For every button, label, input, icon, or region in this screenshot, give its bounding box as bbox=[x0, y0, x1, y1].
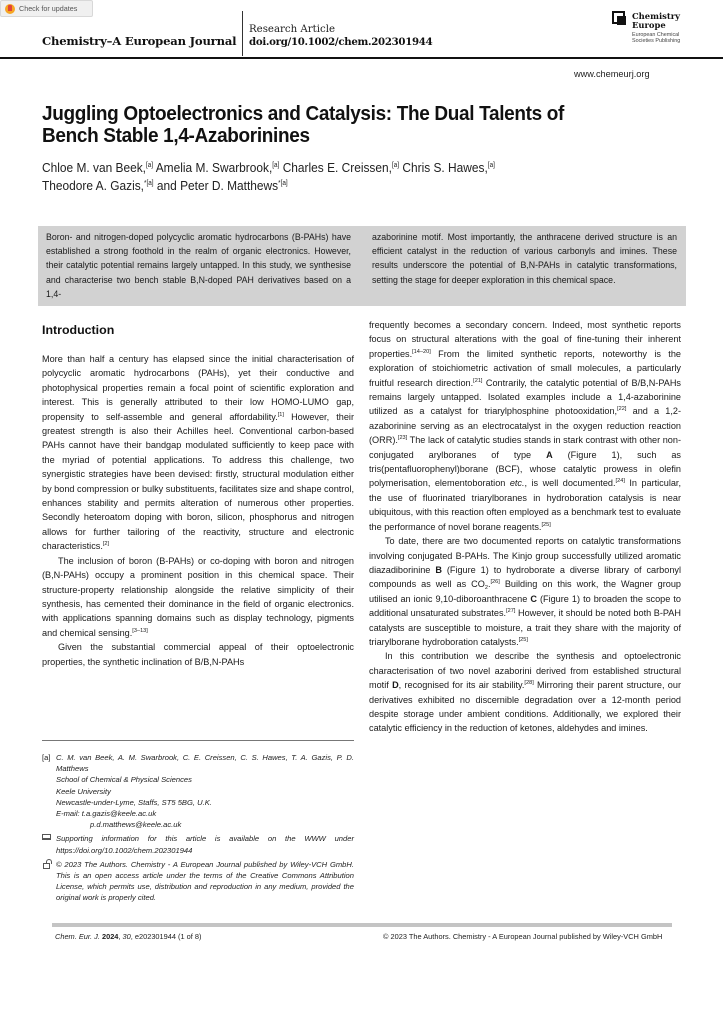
affiliation-authors: C. M. van Beek, A. M. Swarbrook, C. E. Creissen, C. S. Hawes, T. A. Gazis, P. D. Matthews bbox=[56, 753, 354, 774]
citation-link[interactable]: [26] bbox=[490, 579, 500, 586]
section-heading-introduction: Introduction bbox=[42, 323, 115, 337]
check-for-updates-button[interactable] bbox=[0, 0, 93, 17]
citation-link[interactable]: [23] bbox=[397, 435, 408, 442]
author-affiliation: [a] bbox=[391, 162, 400, 169]
paragraph-text: Building on this work, the Wagner group utilised an ionic 9,10-diboroanthracene bbox=[369, 579, 681, 604]
header-divider bbox=[242, 11, 243, 56]
citation-link[interactable]: [1] bbox=[277, 411, 284, 418]
open-access-footnote bbox=[42, 859, 354, 904]
supporting-info-footnote bbox=[42, 833, 354, 855]
supporting-info-link[interactable]: Supporting information for this article is available on the WWW under https://doi.org/10.1002/chem.202301944 bbox=[56, 834, 354, 855]
compound-label: D bbox=[392, 680, 399, 691]
citation-link[interactable]: [22] bbox=[617, 406, 627, 413]
citation-year: 2024 bbox=[101, 932, 119, 941]
article-type: Research Article bbox=[249, 24, 335, 35]
bookmark-icon bbox=[5, 4, 15, 14]
affiliation-footnote bbox=[42, 752, 354, 830]
paragraph bbox=[42, 352, 354, 554]
email-link[interactable]: p.d.matthews@keele.ac.uk bbox=[90, 820, 182, 830]
author-name[interactable]: Chloe M. van Beek, bbox=[42, 160, 146, 175]
author-name[interactable]: Amelia M. Swarbrook, bbox=[155, 160, 273, 175]
abstract-box bbox=[38, 226, 686, 306]
author-name[interactable]: Chris S. Hawes, bbox=[402, 160, 488, 175]
affiliation-university: Keele University bbox=[56, 786, 111, 796]
compound-label: A bbox=[546, 449, 553, 460]
header-rule bbox=[0, 57, 723, 59]
email-link[interactable]: E-mail: t.a.gazis@keele.ac.uk bbox=[56, 809, 157, 819]
abstract-column-1: Boron- and nitrogen-doped polycyclic aromatic hydrocarbons (B-PAHs) have established a strong foothold in the realm of organic electronics. However, their catalytic potential remains largely untapped. In this study, we synthesise and characterise two bench stable B,N-doped PAH derivatives based on a 1,4- bbox=[46, 232, 351, 299]
compound-label: B bbox=[435, 564, 442, 575]
affiliation-label: [a] bbox=[42, 753, 51, 762]
article-title-line2: Bench Stable 1,4-Azaborinines bbox=[42, 125, 310, 147]
publisher-subtitle bbox=[632, 32, 680, 45]
publisher-subtitle-line2: Societies Publishing bbox=[632, 38, 681, 45]
citation-link[interactable]: [24] bbox=[615, 478, 625, 485]
author-name[interactable]: Charles E. Creissen, bbox=[282, 160, 392, 175]
paragraph-text: , is well documented. bbox=[524, 478, 616, 489]
paragraph-text: The inclusion of boron (B-PAHs) or co-doping with boron and nitrogen (B,N-PAHs) occupy a prominent position in this chemical space. Their structure-property relationship alongside the relative simplicity of their synthesis, has cemented their dominance in the field of organic electronics. with applications spanning domains such as display technology, pigments and chemical sensing. bbox=[42, 555, 354, 638]
paragraph-text: (Figure 1) to hydroborate a diverse library of carbonyl compounds as well as CO bbox=[369, 564, 681, 590]
footer-copyright: © 2023 The Authors. Chemistry - A European Journal published by Wiley-VCH GmbH bbox=[383, 932, 663, 941]
author-list bbox=[42, 159, 624, 195]
affiliation-school: School of Chemical & Physical Sciences bbox=[56, 775, 192, 785]
citation-link[interactable]: [27] bbox=[506, 608, 516, 615]
citation-link[interactable]: [25] bbox=[518, 636, 528, 643]
paragraph-text: , recognised for its air stability. bbox=[398, 680, 525, 691]
citation-rest: , e202301944 (1 of 8) bbox=[130, 932, 202, 941]
body-column-right bbox=[369, 318, 681, 736]
journal-name: Chemistry–A European Journal bbox=[42, 34, 237, 48]
paragraph-text: etc. bbox=[509, 478, 525, 489]
article-doi-link[interactable]: doi.org/10.1002/chem.202301944 bbox=[249, 36, 433, 48]
paragraph-text: Contrarily, the catalytic potential of B/B,N-PAHs remains largely untapped. Isolated examples include a 1,4-azaborinine utilized as a catalyst for triarylphosphine photooxidation, bbox=[369, 377, 681, 417]
computer-icon bbox=[42, 834, 51, 840]
paragraph-text: Mirroring their parent structure, our derivatives exhibited no discernible degradation over a 12-month period despite storage under ambient conditions. Additionally, we explored their catalytic efficiency in the reduction of ketones, aldehydes and imines. bbox=[369, 680, 681, 734]
author-name[interactable]: Theodore A. Gazis, bbox=[42, 178, 145, 193]
publisher-name-line1: Chemistry bbox=[632, 11, 680, 21]
publisher-subtitle-line1: European Chemical bbox=[632, 32, 680, 38]
paragraph-text: However, it should be noted both B-PAH catalysts are susceptible to moisture, a trait they share with the majority of triarylborane hydroboration catalysts. bbox=[369, 608, 681, 647]
paragraph bbox=[369, 649, 681, 735]
author-affiliation: *[a] bbox=[278, 180, 288, 187]
citation-link[interactable]: [28] bbox=[524, 680, 534, 687]
paragraph bbox=[369, 318, 681, 534]
author-name[interactable]: and Peter D. Matthews bbox=[156, 178, 279, 193]
footnotes bbox=[42, 752, 354, 907]
paragraph-text: From the limited synthetic reports, noteworthy is the exploration of stoichiometric activation of small molecules, a particularly fruitful research direction. bbox=[369, 348, 681, 388]
subscript: 2 bbox=[484, 585, 488, 592]
publisher-name-line2: Europe bbox=[632, 20, 666, 31]
open-lock-icon bbox=[43, 859, 51, 869]
affiliation-address: Newcastle-under-Lyme, Staffs, ST5 5BG, U.K. bbox=[56, 797, 212, 807]
paragraph bbox=[42, 640, 354, 669]
article-title bbox=[42, 103, 647, 147]
paragraph-text: More than half a century has elapsed since the initial characterisation of polycyclic aromatic hydrocarbons (PAHs), yet their conductive and photophysical properties remain a focal point of scientific exploration and interest. This is generally attributed to their low HOMO-LUMO gap, propensity to self-assemble and general affordability. bbox=[42, 354, 354, 422]
paragraph-text: The lack of catalytic studies stands in stark contrast with other non-conjugated arylboranes of type bbox=[369, 435, 681, 460]
paragraph-text: To date, there are two documented reports on catalytic transformations involving conjugated B-PAHs. The Kinjo group successfully utilized aromatic diazadiborinine bbox=[369, 536, 681, 575]
abstract-column-2: azaborinine motif. Most importantly, the anthracene derived structure is an efficient catalyst in the reduction of various carbonyls and imines. These results underscore the potential of B,N-PAHs in catalytic transformations, setting the stage for deeper exploration in this chemical space. bbox=[372, 232, 677, 285]
footer-bar bbox=[52, 923, 672, 927]
paragraph bbox=[369, 534, 681, 649]
citation-link[interactable]: [2] bbox=[102, 541, 110, 548]
paragraph-text: However, their greatest strength is also their Achilles heel. Conventional carbon-based PAHs cannot have their bandgap modulated sufficiently to keep pace with the myriad of potential applications. To address this challenge, two synergistic strategies have been devised: firstly, structural modulation either by bond compression or bulky substituents, facilitates size and shape control, enhances stability and permits alteration of numerous other properties. Secondly heteroatom doping with boron, silicon, phosphorus and nitrogen allows for further tailoring of the reactivity, structure and electronic characteristics. bbox=[42, 411, 354, 552]
footer-citation: Chem. Eur. J. 2024, 30, e202301944 (1 of 8) bbox=[55, 932, 202, 941]
citation-link[interactable]: [14–20] bbox=[412, 348, 431, 355]
paragraph-text: In particular, the use of fluorinated triarylboranes in hydroboration catalysis is near ubiquitous, with this reaction often employed as a benchmark test to evaluate the performance of novel borane reagents. bbox=[369, 478, 681, 532]
check-for-updates-label: Check for updates bbox=[19, 4, 78, 13]
citation-link[interactable]: [25] bbox=[541, 521, 551, 528]
compound-label: C bbox=[530, 593, 537, 604]
paragraph-text: frequently becomes a secondary concern. Indeed, most synthetic reports focus on structural alterations with the goal of fine-tuning their inherent properties. bbox=[369, 320, 681, 359]
open-access-text: © 2023 The Authors. Chemistry - A European Journal published by Wiley-VCH GmbH. This is an open access article under the terms of the Creative Commons Attribution License, which permits use, distribution and reproduction in any medium, provided the original work is properly cited. bbox=[56, 859, 354, 903]
citation-link[interactable]: [3–13] bbox=[132, 627, 148, 634]
paragraph-text: . bbox=[487, 579, 491, 590]
citation-volume: 30 bbox=[122, 932, 131, 941]
paragraph-text: In this contribution we describe the synthesis and optoelectronic characterisation of two novel azaborini derived from established structural motif bbox=[369, 651, 681, 691]
citation-link[interactable]: [21] bbox=[473, 377, 483, 384]
paragraph-text: Given the substantial commercial appeal of their optoelectronic properties, the synthetic inclination of B/B,N-PAHs bbox=[42, 642, 354, 667]
body-column-left bbox=[42, 352, 354, 669]
journal-website-link[interactable]: www.chemeurj.org bbox=[574, 69, 650, 79]
article-title-line1: Juggling Optoelectronics and Catalysis: The Dual Talents of bbox=[42, 103, 565, 125]
publisher-name bbox=[632, 12, 680, 30]
paragraph-text: (Figure 1), such as tris(pentafluorophenyl)borane (BCF), whose catalytic prowess in olefin polymerisation, elementoboration bbox=[369, 449, 681, 489]
author-affiliation: [a] bbox=[487, 162, 495, 169]
author-affiliation: *[a] bbox=[144, 180, 154, 187]
author-affiliation: [a] bbox=[145, 162, 154, 169]
paragraph-text: (Figure 1) to broaden the scope to additional unsaturated substrates. bbox=[369, 593, 681, 619]
footnote-divider bbox=[42, 740, 354, 741]
paragraph-text: and a 1,2-azaborinine serving as an electrocatalyst in the oxygen reduction reaction (ORR). bbox=[369, 406, 681, 446]
citation-journal: Chem. Eur. J. bbox=[55, 932, 100, 941]
author-affiliation: [a] bbox=[272, 162, 280, 169]
paragraph bbox=[42, 554, 354, 640]
